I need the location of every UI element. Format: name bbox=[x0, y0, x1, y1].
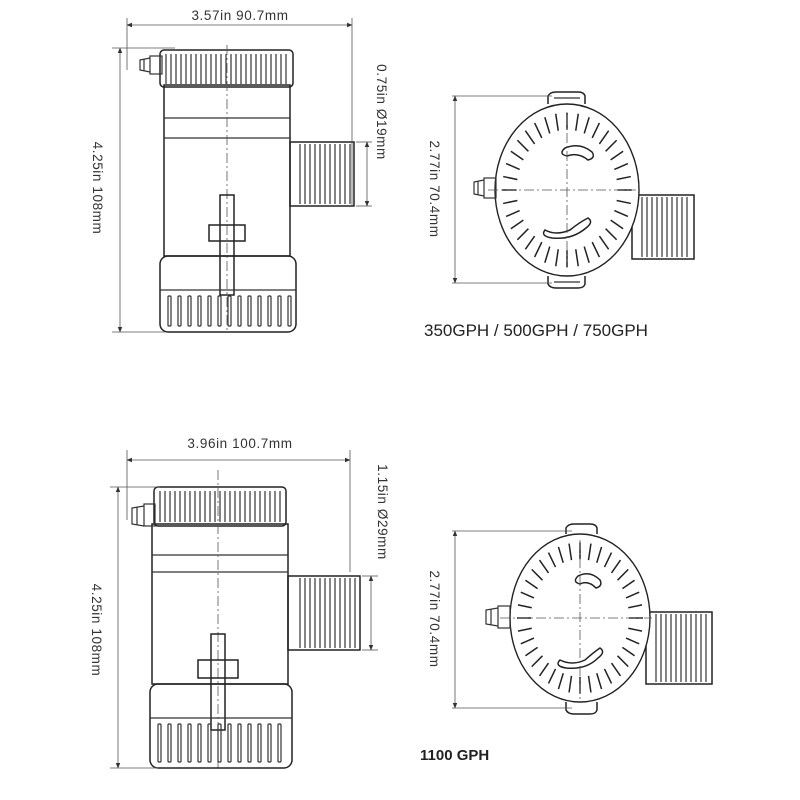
strainer-slot bbox=[168, 296, 171, 326]
strainer-slot bbox=[198, 296, 201, 326]
strainer-slot bbox=[228, 296, 231, 326]
strainer-slot bbox=[248, 296, 251, 326]
bottom-hose-nipple bbox=[132, 504, 155, 526]
top-outlet-pipe bbox=[290, 142, 354, 206]
bottom-outlet-pipe bbox=[288, 576, 360, 650]
bottom-outlet-label: 1.15in Ø29mm bbox=[375, 464, 390, 560]
bottom-view-hose-nipple bbox=[486, 606, 510, 628]
bottom-pump-top-view bbox=[420, 524, 712, 764]
bottom-pump-side-view bbox=[89, 436, 390, 770]
strainer-slot bbox=[238, 724, 241, 762]
bottom-model-caption: 1100 GPH bbox=[420, 747, 490, 764]
strainer-slot bbox=[258, 724, 261, 762]
strainer-slot bbox=[198, 724, 201, 762]
bottom-depth-label: 2.77in 70.4mm bbox=[427, 570, 442, 668]
top-width-label: 3.57in 90.7mm bbox=[191, 8, 289, 23]
bottom-width-label: 3.96in 100.7mm bbox=[187, 436, 293, 451]
strainer-slot bbox=[268, 296, 271, 326]
top-height-label: 4.25in 108mm bbox=[90, 141, 105, 235]
strainer-slot bbox=[158, 724, 161, 762]
strainer-slot bbox=[188, 724, 191, 762]
top-pump-top-view bbox=[424, 92, 694, 340]
strainer-slot bbox=[248, 724, 251, 762]
bottom-height-label: 4.25in 108mm bbox=[89, 583, 104, 677]
strainer-slot bbox=[258, 296, 261, 326]
strainer-slot bbox=[288, 296, 291, 326]
strainer-slot bbox=[278, 724, 281, 762]
strainer-slot bbox=[178, 296, 181, 326]
top-view-outlet-pipe bbox=[632, 195, 694, 259]
strainer-slot bbox=[268, 724, 271, 762]
top-depth-label: 2.77in 70.4mm bbox=[427, 140, 442, 238]
top-model-caption: 350GPH / 500GPH / 750GPH bbox=[424, 321, 648, 340]
top-hose-nipple bbox=[140, 56, 162, 74]
strainer-slot bbox=[208, 296, 211, 326]
strainer-slot bbox=[278, 296, 281, 326]
strainer-slot bbox=[188, 296, 191, 326]
strainer-slot bbox=[218, 296, 221, 326]
strainer-slot bbox=[168, 724, 171, 762]
top-view-hose-nipple bbox=[474, 178, 496, 198]
top-outlet-label: 0.75in Ø19mm bbox=[374, 64, 389, 160]
bottom-view-outlet-pipe bbox=[646, 612, 712, 684]
top-pump-side-view bbox=[90, 8, 389, 332]
strainer-slot bbox=[208, 724, 211, 762]
strainer-slot bbox=[178, 724, 181, 762]
strainer-slot bbox=[238, 296, 241, 326]
strainer-slot bbox=[228, 724, 231, 762]
